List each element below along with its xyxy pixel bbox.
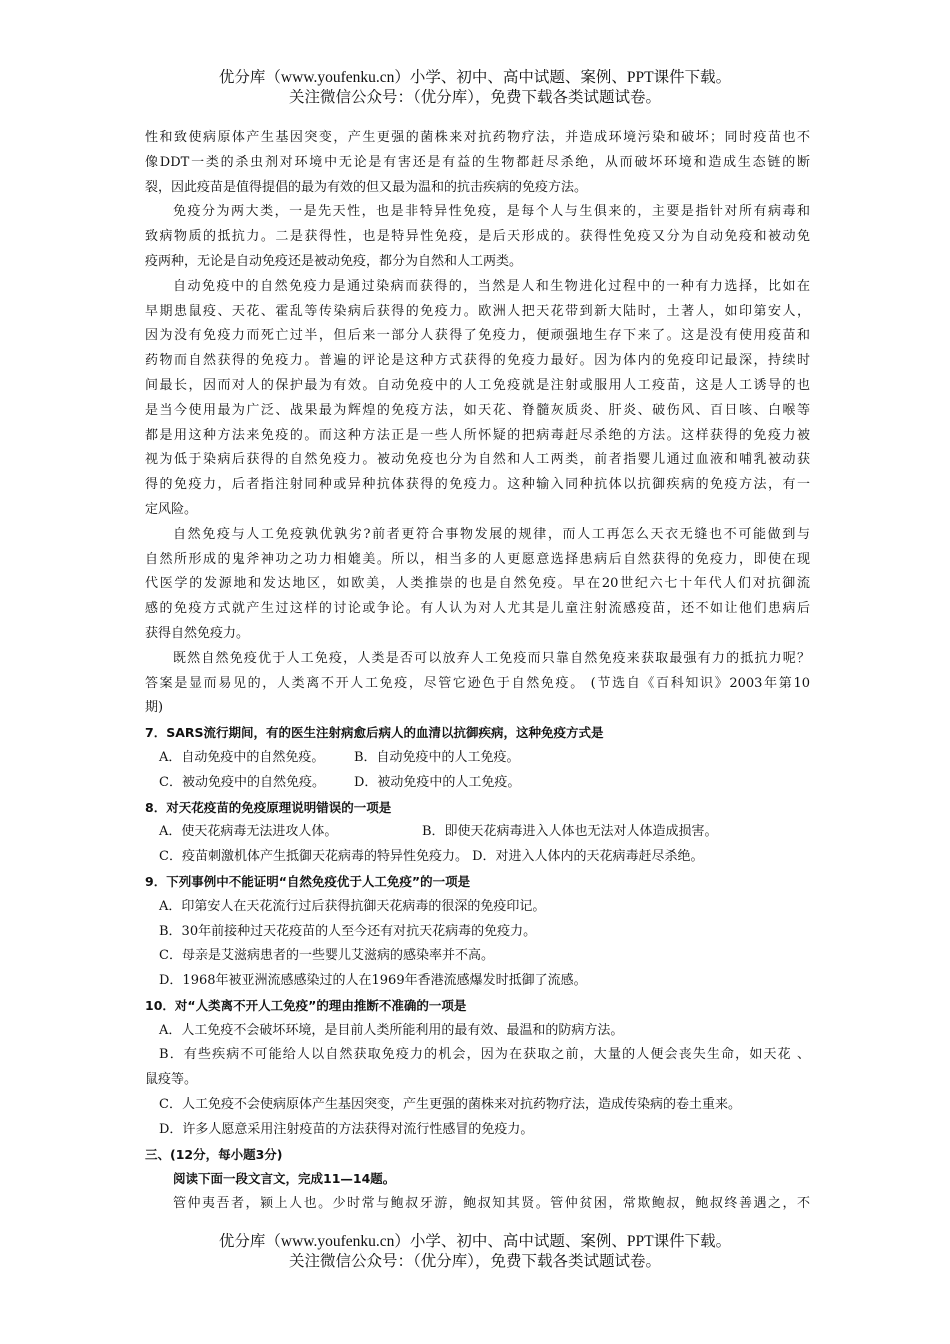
option-c: C．人工免疫不会使病原体产生基因突变，产生更强的菌株来对抗药物疗法，造成传染病的卷土重来。 [159, 1097, 741, 1113]
text-line: 得的免疫力，后者指注射同种或异种抗体获得的免疫力。这种输入同种抗体以抗御疾病的免疫方法，有一 [145, 477, 810, 493]
option-a: A．印第安人在天花流行过后获得抗御天花病毒的很深的免疫印记。 [159, 898, 546, 914]
text-line: 是当今使用最为广泛、战果最为辉煌的免疫方法，如天花、脊髓灰质炎、肝炎、破伤风、百日咳、白喉等 [145, 402, 810, 418]
page-footer [0, 1232, 950, 1272]
text-line: 代医学的发源地和发达地区，如欧美，人类推崇的也是自然免疫。早在20世纪六七十年代人们对抗御流 [145, 576, 810, 592]
text-line: 自动免疫中的自然免疫力是通过染病而获得的，当然是人和生物进化过程中的一种有力选择，比如在 [173, 278, 810, 294]
text-line: 因为没有免疫力而死亡过半，但后来一部分人获得了免疫力，便顽强地生存下来了。这是没有使用疫苗和 [145, 328, 810, 344]
option-d: D．1968年被亚洲流感感染过的人在1969年香港流感爆发时抵御了流感。 [159, 973, 587, 989]
question-8 [145, 796, 810, 870]
footer-line-2: 关注微信公众号：（优分库），免费下载各类试题试卷。 [288, 1253, 661, 1270]
paragraph-1 [145, 126, 810, 200]
option-b-continued: 鼠疫等。 [145, 1072, 198, 1088]
text-line: 药物而自然获得的免疫力。普遍的评论是这种方式获得的免疫力最好。因为体内的免疫印记最深，持续时 [145, 353, 810, 369]
option-b: B．有些疾病不可能给人以自然获取免疫力的机会，因为在获取之前，大量的人便会丧失生命，如天花 、 [159, 1047, 810, 1063]
option-c: C．母亲是艾滋病患者的一些婴儿艾滋病的感染率并不高。 [159, 948, 494, 964]
text-line: 像DDT一类的杀虫剂对环境中无论是有害还是有益的生物都赶尽杀绝，从而破坏环境和造成生态链的断 [145, 154, 810, 170]
text-line: 早期患鼠疫、天花、霍乱等传染病后获得的免疫力。欧洲人把天花带到新大陆时，土著人，如印第安人， [145, 303, 810, 319]
option-a: A．自动免疫中的自然免疫。 [159, 749, 325, 765]
option-d: D．许多人愿意采用注射疫苗的方法获得对流行性感冒的免疫力。 [159, 1121, 534, 1137]
text-line: 既然自然免疫优于人工免疫，人类是否可以放弃人工免疫而只靠自然免疫来获取最强有力的抵抗力呢？ [173, 650, 810, 666]
section-3 [145, 1143, 810, 1217]
text-line: 免疫分为两大类，一是先天性，也是非特异性免疫，是每个人与生俱来的，主要是指针对所有病毒和 [173, 204, 810, 220]
text-line: 都是用这种方法来免疫的。而这种方法正是一些人所怀疑的把病毒赶尽杀绝的方法。这样获得的免疫力被 [145, 427, 810, 443]
header-line-2: 关注微信公众号：（优分库），免费下载各类试题试卷。 [288, 89, 661, 106]
footer-line-1: 优分库（www.youfenku.cn）小学、初中、高中试题、案例、PPT课件下载。 [218, 1233, 732, 1250]
option-row [145, 820, 810, 845]
document-body [145, 126, 810, 1217]
text-line: 期) [145, 700, 164, 716]
question-stem: 7．SARS流行期间，有的医生注射病愈后病人的血清以抗御疾病，这种免疫方式是 [145, 725, 604, 741]
option-c: C．疫苗刺激机体产生抵御天花病毒的特异性免疫力。 [159, 849, 468, 865]
text-line: 获得自然免疫力。 [145, 625, 250, 641]
text-line: 性和致使病原体产生基因突变，产生更强的菌株来对抗药物疗法，并造成环境污染和破坏；同时疫苗也不 [145, 130, 810, 145]
option-row [145, 845, 810, 870]
text-line: 视为低于染病后获得的自然免疫力。被动免疫也分为自然和人工两类，前者指婴儿通过血液和哺乳被动获 [145, 452, 810, 468]
paragraph-5 [145, 647, 810, 721]
text-line: 答案是显而易见的，人类离不开人工免疫，尽管它逊色于自然免疫。 (节选自《百科知识》2003年第10 [145, 675, 810, 691]
text-line: 疫两种，无论是自动免疫还是被动免疫，都分为自然和人工两类。 [145, 253, 523, 269]
option-row [145, 746, 810, 771]
question-stem: 10．对“人类离不开人工免疫”的理由推断不准确的一项是 [145, 997, 467, 1013]
option-row [145, 771, 810, 796]
text-line: 裂，因此疫苗是值得提倡的最为有效的但又最为温和的抗击疾病的免疫方法。 [145, 179, 588, 195]
page-header [0, 68, 950, 108]
question-9 [145, 870, 810, 994]
text-line: 感的免疫方式就产生过这样的讨论或争论。有人认为对人尤其是儿童注射流感疫苗，还不如让他们患病后 [145, 601, 810, 617]
question-7 [145, 721, 810, 795]
option-a: A．人工免疫不会破坏环境，是目前人类所能利用的最有效、最温和的防病方法。 [159, 1022, 624, 1038]
question-stem: 8．对天花疫苗的免疫原理说明错误的一项是 [145, 799, 392, 815]
text-line: 间最长，因而对人的保护最为有效。自动免疫中的人工免疫就是注射或服用人工疫苗，这是人工诱导的也 [145, 377, 810, 393]
option-b: B．即使天花病毒进入人体也无法对人体造成损害。 [422, 824, 718, 840]
option-b: B．自动免疫中的人工免疫。 [354, 749, 520, 765]
section-instruction: 阅读下面一段文言文，完成11—14题。 [173, 1171, 396, 1187]
question-10 [145, 994, 810, 1143]
question-stem: 9．下列事例中不能证明“自然免疫优于人工免疫”的一项是 [145, 873, 471, 889]
option-d: D．对进入人体内的天花病毒赶尽杀绝。 [472, 849, 704, 865]
paragraph-2 [145, 200, 810, 274]
text-line: 致病物质的抵抗力。二是获得性，也是特异性免疫，是后天形成的。获得性免疫又分为自动免疫和被动免 [145, 229, 810, 245]
section-title: 三、(12分，每小题3分) [145, 1146, 283, 1162]
option-c: C．被动免疫中的自然免疫。 [159, 774, 325, 790]
paragraph-4 [145, 523, 810, 647]
header-line-1: 优分库（www.youfenku.cn）小学、初中、高中试题、案例、PPT课件下载。 [218, 69, 732, 86]
text-line: 定风险。 [145, 501, 198, 517]
paragraph-3 [145, 275, 810, 523]
text-line: 自然免疫与人工免疫孰优孰劣?前者更符合事物发展的规律，而人工再怎么天衣无缝也不可能做到与 [173, 526, 810, 542]
classical-text-line: 管仲夷吾者，颍上人也。少时常与鲍叔牙游，鲍叔知其贤。管仲贫困，常欺鲍叔，鲍叔终善遇之，不 [173, 1196, 810, 1212]
text-line: 自然所形成的鬼斧神功之功力相媲美。所以，相当多的人更愿意选择患病后自然获得的免疫力，即使在现 [145, 551, 810, 567]
option-b: B．30年前接种过天花疫苗的人至今还有对抗天花病毒的免疫力。 [159, 923, 537, 939]
option-d: D．被动免疫中的人工免疫。 [354, 774, 521, 790]
option-a: A．使天花病毒无法进攻人体。 [159, 824, 338, 840]
